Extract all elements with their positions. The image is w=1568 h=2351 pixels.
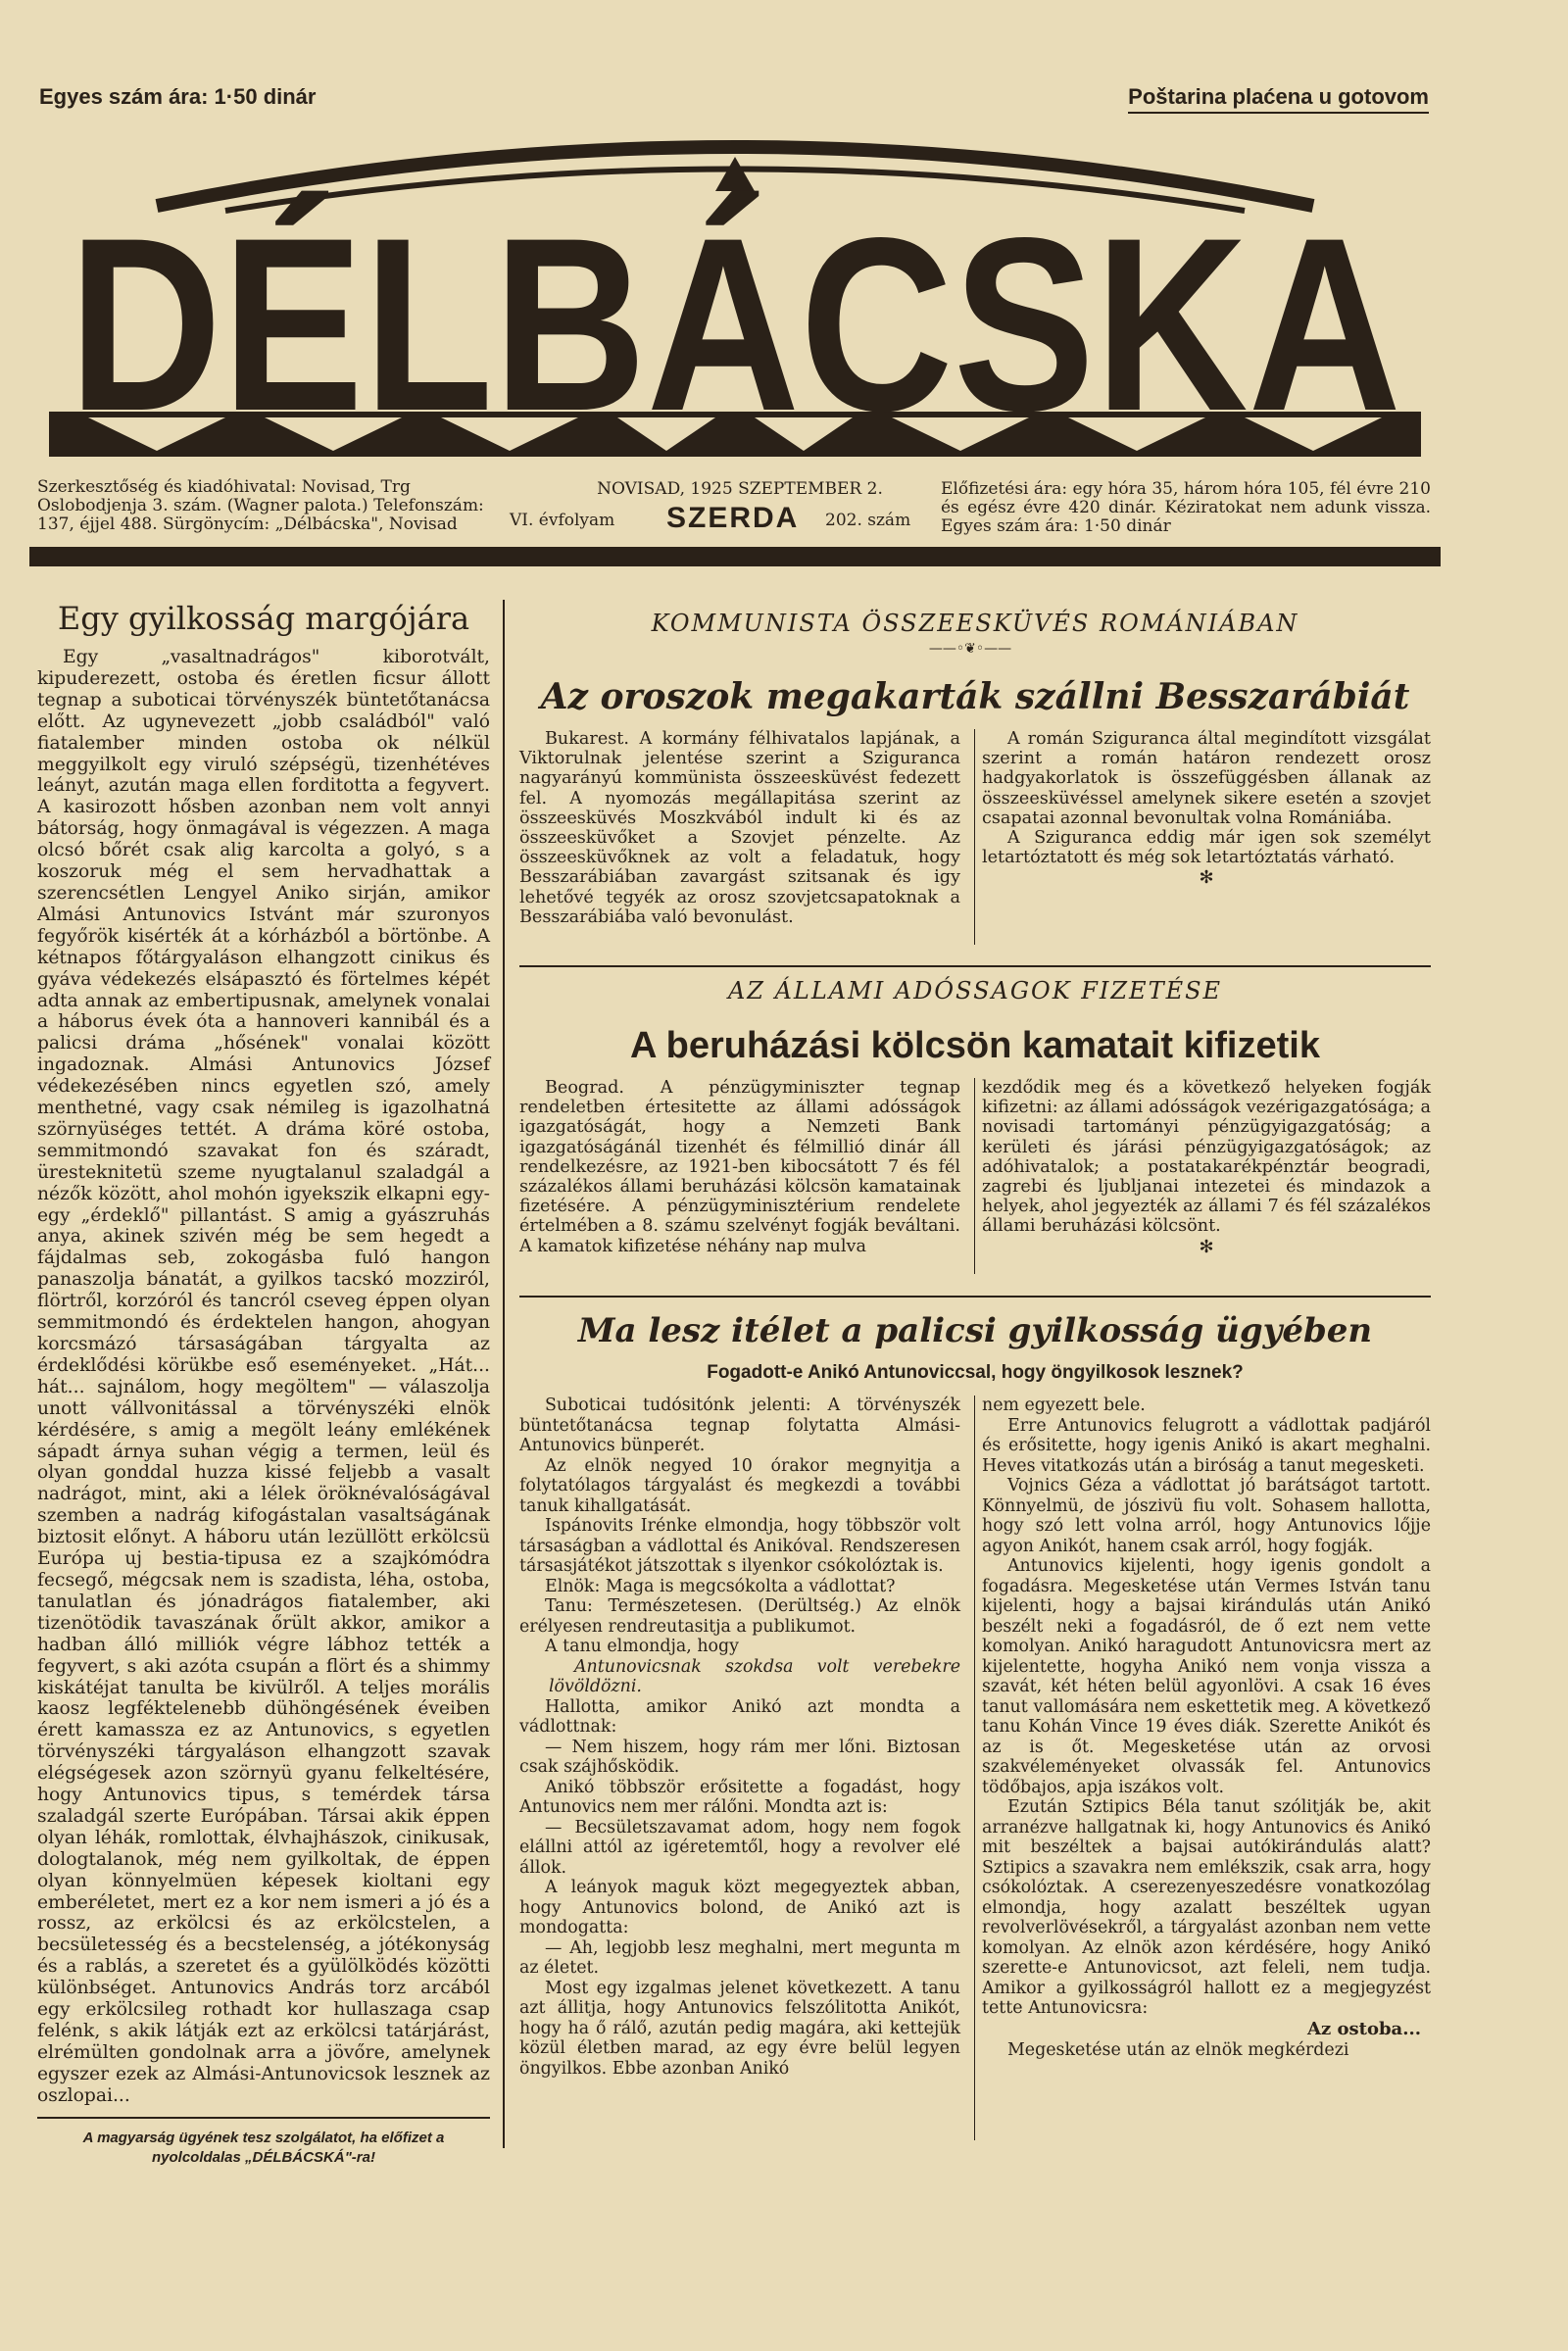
article3-para: — Ah, legjobb lesz meghalni, mert megunta m az életet.: [519, 1937, 960, 1978]
article3-para: Vojnics Géza a vádlottat jó barátságot tartott. Könnyelmü, de jószivü fiu volt. Sohasem hallotta, hogy szó lett volna arról, hogy Antunovics lőjje agyon Anikót, hanem csak arról, hogy fogják.: [982, 1476, 1431, 1556]
place-date: NOVISAD, 1925 SZEPTEMBER 2.: [597, 479, 883, 499]
promo-notice: A magyarság ügyének tesz szolgálatot, ha előfizet a nyolcoldalas „DÉLBÁCSKÁ"-ra!: [82, 2129, 445, 2166]
volume: VI. évfolyam: [510, 511, 615, 530]
article3-title: Ma lesz itélet a palicsi gyilkosság ügyében: [577, 1311, 1373, 1350]
article1-text-a: Bukarest. A kormány félhivatalos lapjának, a Viktorulnak jelentése szerint a Sziguranca nagyarányú kommünista összeesküvést fedezett fel. A nyomozás megállapitása szerint az összeesküvés Moszkvából indult ki és az összeesküvőket a Szovjet pénzelte. Az összeesküvőknek az volt a feladatuk, hogy Besszarábiában zavargást szitsanak és igy lehetővé tegyék az orosz szovjetcsapatoknak a Besszarábiába való bevonulást.: [519, 729, 960, 927]
article3-para: — Becsületszavamat adom, hogy nem fogok elállni attól az igéretemtől, hogy a revolver elé állok.: [519, 1817, 960, 1878]
article2-col-b: [982, 1078, 1431, 1257]
article1-title: Az oroszok megakarták szállni Besszarábiát: [540, 676, 1410, 717]
article3-para: A leányok maguk közt megegyeztek abban, hogy Antunovics bolond, de Anikó azt is mondogatta:: [519, 1878, 960, 1937]
article3-para: A tanu elmondja, hogy: [545, 1637, 739, 1656]
issue-number: 202. szám: [825, 511, 911, 530]
header-rule: [29, 547, 1441, 566]
article3-quote-closing: Az ostoba...: [1307, 2018, 1421, 2039]
article1-col-a: [519, 729, 960, 927]
article2-rule: [519, 1296, 1431, 1298]
article2-text-a: Beograd. A pénzügyminiszter tegnap rendeletben értesitette az állami adósságok igazgatóságát, hogy a Nemzeti Bank igazgatóságánál tizenhét és félmillió dinár áll rendelkezésre, az 1921-ben kibocsátott 7 és fél százalékos állami beruházási kölcsön kamatainak fizetésére. A pénzügyminisztérium rendelete értelmében a 8. számu szelvényt fogják beváltani. A kamatok kifizetése néhány nap mulva: [519, 1078, 960, 1256]
masthead-ornament: [715, 157, 755, 191]
masthead-title: DÉLBÁCSKA: [69, 187, 1401, 463]
kicker-ornament: ——◦❦◦——: [928, 641, 1012, 657]
editorial-info: Szerkesztőség és kiadóhivatal: Novisad, Trg Oslobodjenja 3. szám. (Wagner palota.) Telefonszám: 137, éjjel 488. Sürgönycím: „Délbácska", Novisad: [37, 477, 484, 534]
left-article-body: Egy „vasaltnadrágos" kiborotvált, kipuderezett, ostoba és éretlen ficsur állott tegnap a suboticai törvényszék büntetőtanácsa előtt. Az ugynevezett „jobb családból" való fiatalember minden ostoba ok nélkül meggyilkolt egy viruló szépségü, tizenhétéves leányt, azután maga ellen forditotta a fegyvert. A kasirozott hősben azonban nem volt annyi bátorság, hogy önmagával is végezzen. A maga olcsó bőrét csak alig karcolta a golyó, s a koszoruk még el sem hervadhattak a szerencsétlen Lengyel Aniko sirján, amikor Almási Antunovics Istvánt már szuronyos fegyőrök kisérték át a kórházból a börtönbe. A kétnapos főtárgyaláson elhangzott cinikus és gyáva védekezés elsápasztó és förtelmes képét adta annak az embertipusnak, amelynek vonalai a háborus évek óta a hannoveri kannibál és a palicsi dráma „hősének" vonalai között ingadoznak. Almási Antunovics József védekezésében nincs egyetlen szó, amely menthetné, vagy csak némileg is igazolhatná szörnyüséges tettét. A dráma köré ostoba, semmitmondó szavakat fon és száradt, üresteknitetü szeme nyugtalanul szaladgál a nézők között, ahol mohón igyekszik elkapni egy-egy „érdeklő" pillantást. S amig a gyászruhás anya, akinek szivén még be sem hegedt a fájdalmas seb, zokogásba fuló hangon panaszolja bánatát, a gyilkos tacskó mozziról, flörtről, korzóról és tancról cseveg éppen olyan semmitmondó és érdektelen hangon, ahogyan korcsmázó társaságában tárgyalta az érdeklődési körükbe eső eseményeket. „Hát... hát... sajnálom, hogy megöltem" — válaszolja unott vállvonitással a törvényszéki elnök kérdésére, s amig a megölt leány emlékének sápadt árnya suhan végig a termen, leül és olyan gonddal huzza kissé feljebb a vasalt nadrágot, mint, aki a lélek öröknévalóságával szemben a nadrág kifogástalan vasaltságának biztosit előnyt. A háboru után lezüllött erkölcsü Európa uj bestia-tipusa ez a szajkómódra fecsegő, mégcsak nem is szadista, léha, ostoba, tanulatlan és jónadrágos fiatalember, aki tizenötödik tavaszának őrült akkor, amikor a hadban álló milliók végre lábhoz tették a fegyvert, s aki azóta csupán a flört és a shimmy kiskátéjat tanulta be kivülről. A teljes morális kaosz legféktelenebb dühöngésének éveiben érett kamassza ez az Antunovics, s egyetlen törvényszéki tárgyaláson elhangzott szavak elégségesek azon szörnyü gyanu felkeltésére, hogy Antunovics tipus, s temérdek társa szaladgál szerte Európában. Társai akik éppen olyan léhák, romlottak, élvhajhászok, cinikusak, dologtalanok, még nem gyilkoltak, de éppen olyan könnyelmüen képesek kioltani egy emberéletet, mert ez a kor nem ismeri a jó és a rossz, az erkölcsi és az erkölcstelen, a becsületesség és a becstelenség, a jótékonyság és a rablás, a szeretet és a gyülölködés közötti különbséget. Antunovics András torz arcából egy erkölcsileg rothadt kor hullaszaga csap felénk, s akik látják ezt az erkölcsi tatárjárást, elrémülten gondolnak arra a jövőre, amelynek egyszer ezek az Almási-Antunovicsok lesznek az oszlopai...: [37, 647, 490, 2106]
column-divider: [503, 600, 505, 2148]
article1-rule: [519, 965, 1431, 967]
article3-quote: Antunovicsnak szokdsa volt verebekre lövöldözni.: [549, 1656, 960, 1696]
article3-para: Anikó többször erősitette a fogadást, hogy Antunovics nem mer rálőni. Mondta azt is:: [519, 1777, 960, 1817]
article1-kicker: KOMMUNISTA ÖSSZEESKÜVÉS ROMÁNIÁBAN: [651, 610, 1299, 637]
article3-col-a: [519, 1396, 960, 2079]
left-column: [37, 600, 490, 2168]
article3-para: Antunovics kijelenti, hogy igenis gondolt a fogadásra. Megesketése után Vermes István tanu kijelenti, hogy a bajsai kirándulás után Anikó beszélt neki a fogadásról, de ő ezt nem vette komolyan. Anikó haragudott Antunovicsra mert az kijelentette, hogyha Anikó nem vonja vissza a szavát, két héten belül agyonlövi. A csak 16 éves tanut vallomására nem eskettetik meg. A következő tanu Kohán Vince 19 éves diák. Szerette Anikót és az is őt. Megesketése után az orvosi szakvéleményeket olvassák fel. Antunovics tödőbajos, apja iszákos volt.: [982, 1556, 1431, 1797]
article1-text-b2: A Sziguranca eddig már igen sok személyt letartóztatott és még sok letartóztatás várható.: [982, 828, 1431, 868]
article3-para: Az elnök negyed 10 órakor megnyitja a folytatólagos tárgyalást és megkezdi a további tanuk kihallgatását.: [519, 1455, 960, 1516]
article2-kicker: AZ ÁLLAMI ADÓSSAGOK FIZETÉSE: [727, 977, 1223, 1004]
star-ornament: ✻: [1199, 867, 1214, 889]
article3-col-b: [982, 1396, 1431, 2060]
article3-para: Megesketése után az elnök megkérdezi: [1007, 2039, 1349, 2060]
article3-para: Ispánovits Irénke elmondja, hogy többször volt társaságban a vádlottal és Anikóval. Rendszeresen társasjátékot játszottak s ilyenkor csókolóztak is.: [519, 1516, 960, 1576]
masthead-logo: [29, 118, 1441, 470]
article3-para: Suboticai tudósitónk jelenti: A törvényszék büntetőtanácsa tegnap folytatta Almási-Antunovics bünperét.: [519, 1396, 960, 1455]
article3-para: — Nem hiszem, hogy rám mer lőni. Biztosan csak szájhősködik.: [519, 1737, 960, 1777]
article3-subtitle: Fogadott-e Anikó Antunoviccsal, hogy öngyilkosok lesznek?: [707, 1362, 1244, 1383]
article3-para: Erre Antunovics felugrott a vádlottak padjáról és erősitette, hogy igenis Anikó is akart meghalni. Heves vitatkozás után a biróság a tanut megesketi.: [982, 1415, 1431, 1476]
promo-rule: [37, 2117, 490, 2119]
article3-para: Hallotta, amikor Anikó azt mondta a vádlottnak:: [519, 1696, 960, 1737]
article3-para: Elnök: Maga is megcsókolta a vádlottat?: [545, 1576, 896, 1596]
article3-para: Ezután Sztipics Béla tanut szólitják be, akit arranézve hallgatnak ki, hogy Antunovics és Anikó mit beszéltek a bajsai autókirándulás alatt? Sztipics a szavakra nem emlékszik, csak arra, hogy csókolóztak. A cserezenyeszedésre vonatkozólag elmondja, hogy azalatt beszéltek ugyan revolverlövésekről, a tárgyalást azonban nem vette komolyan. Az elnök azon kérdésére, hogy Anikó szerette-e Antunovicsot, azt feleli, nem tudja. Amikor a gyilkosságról hallott ez a megjegyzést tette Antunovicsra:: [982, 1797, 1431, 2018]
article2-col-a: [519, 1078, 960, 1256]
article3-para: Tanu: Természetesen. (Derültség.) Az elnök erélyesen rendreutasitja a publikumot.: [519, 1596, 960, 1637]
article1-text-b1: A román Sziguranca által megindított vizsgálat szerint a román határon rendezett orosz hadgyakorlatok is összefüggésben állanak az összeesküvéssel amelynek sikere esetén a szovjet csapatai azonnal bevonultak volna Romániába.: [982, 729, 1431, 828]
article2-text-b: kezdődik meg és a következő helyeken fogják kifizetni: az állami adósságok vezérigazgatósága; a novisadi tartományi pénzügyigazgatóság; a kerületi és járási pénzügyigazgatóságok; az adóhivatalok; a postatakarékpénztár beogradi, zagrebi és ljubljanai intezetei és mindazok a helyek, ahol jegyezték az állami 7 és fél százalékos állami beruházási kölcsönt.: [982, 1078, 1431, 1237]
article1-col-b: [982, 729, 1431, 888]
article3-para: nem egyezett bele.: [982, 1396, 1146, 1415]
article2-title: A beruházási kölcsön kamatait kifizetik: [630, 1025, 1320, 1066]
article3-divider: [974, 1396, 975, 2140]
left-article-title: Egy gyilkosság margójára: [57, 600, 470, 637]
subscription-info: Előfizetési ára: egy hóra 35, három hóra 105, fél évre 210 és egész évre 420 dinár. Kéziratokat nem adunk vissza. Egyes szám ára: 1·50 dinár: [941, 479, 1431, 536]
weekday: SZERDA: [666, 502, 800, 534]
star-ornament: ✻: [1199, 1236, 1214, 1257]
article2-divider: [974, 1078, 975, 1274]
postage-line: Poštarina plaćena u gotovom: [1128, 84, 1429, 114]
article3-para: Most egy izgalmas jelenet következett. A tanu azt állitja, hogy Antunovics felszólitotta Anikót, hogy ha ő rálő, azután pedig magára, aki kettejük közül életben marad, az egy évre belül legyen öngyilkos. Ebbe azonban Anikó: [519, 1978, 960, 2079]
price-line: Egyes szám ára: 1·50 dinár: [39, 84, 317, 109]
article1-divider: [974, 729, 975, 945]
